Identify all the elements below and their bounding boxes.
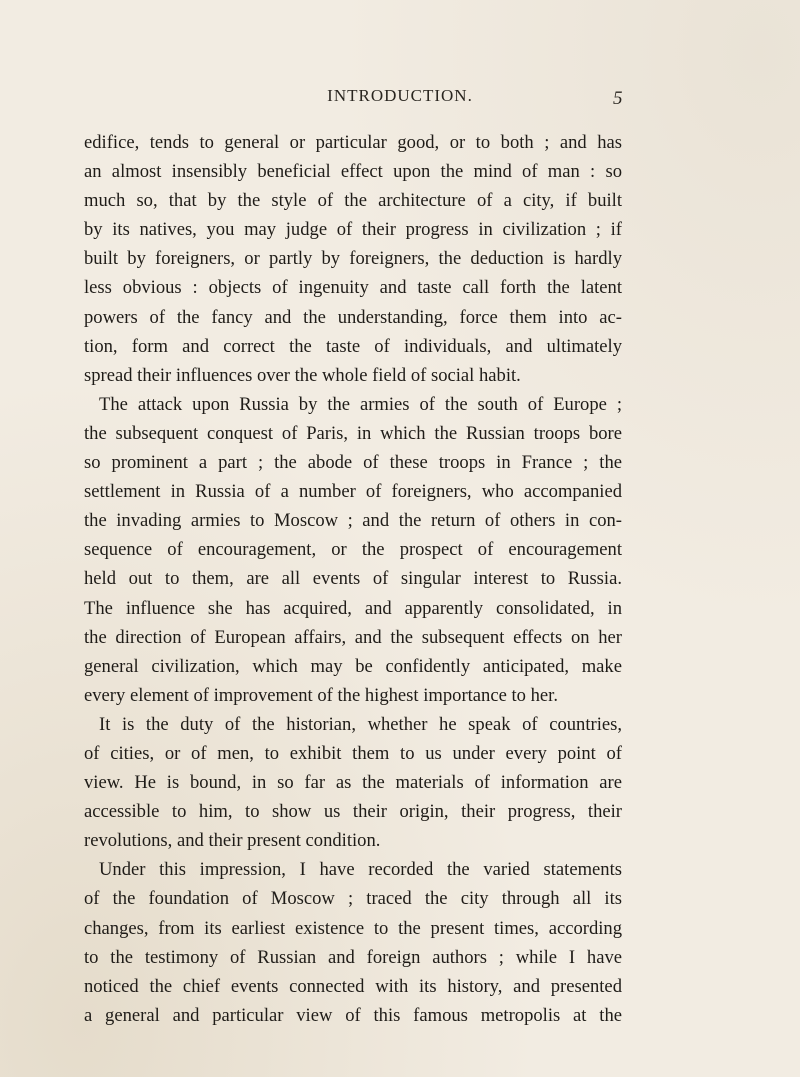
running-head: INTRODUCTION. [327, 86, 473, 105]
text-line: view. He is bound, in so far as the materials of information are [84, 772, 622, 794]
text-line: It is the duty of the historian, whether he speak of countries, [99, 713, 622, 735]
text-line: a general and particular view of this famous metropolis at the [84, 1004, 622, 1026]
text-line: of the foundation of Moscow ; traced the city through all its [84, 888, 622, 910]
text-line: Under this impression, I have recorded the varied statements [99, 859, 622, 881]
text-line: less obvious : objects of ingenuity and taste call forth the latent [84, 277, 622, 299]
text-line: the invading armies to Moscow ; and the return of others in con- [84, 510, 622, 532]
text-line: noticed the chief events connected with its history, and presented [84, 975, 622, 997]
text-line: edifice, tends to general or particular good, or to both ; and has [84, 132, 622, 153]
text-line: powers of the fancy and the understanding, force them into ac- [84, 306, 622, 328]
text-line: so prominent a part ; the abode of these troops in France ; the [84, 452, 622, 474]
text-line: tion, form and correct the taste of individuals, and ultimately [84, 335, 622, 357]
text-line: of cities, or of men, to exhibit them to us under every point of [84, 742, 622, 764]
text-line: spread their influences over the whole field of social habit. [84, 364, 521, 386]
text-line: the direction of European affairs, and the subsequent effects on her [84, 626, 622, 648]
text-line: The influence she has acquired, and apparently consolidated, in [84, 597, 622, 619]
page-number: 5 [613, 88, 623, 109]
text-line: an almost insensibly beneficial effect upon the mind of man : so [84, 161, 622, 183]
text-line: every element of improvement of the highest importance to her. [84, 684, 558, 706]
text-line: accessible to him, to show us their origin, their progress, their [84, 801, 622, 823]
text-line: much so, that by the style of the architecture of a city, if built [84, 190, 622, 212]
body-text [84, 128, 622, 1030]
text-line: general civilization, which may be confidently anticipated, make [84, 655, 622, 677]
text-line: The attack upon Russia by the armies of the south of Europe ; [99, 393, 622, 415]
text-line: by its natives, you may judge of their progress in civilization ; if [84, 219, 622, 241]
text-line: revolutions, and their present condition. [84, 830, 381, 852]
text-line: the subsequent conquest of Paris, in which the Russian troops bore [84, 422, 622, 444]
text-line: to the testimony of Russian and foreign authors ; while I have [84, 946, 622, 968]
text-line: settlement in Russia of a number of foreigners, who accompanied [84, 481, 622, 503]
text-line: changes, from its earliest existence to the present times, according [84, 917, 622, 939]
text-line: built by foreigners, or partly by foreigners, the deduction is hardly [84, 248, 622, 270]
text-line: held out to them, are all events of singular interest to Russia. [84, 568, 622, 590]
text-line: sequence of encouragement, or the prospect of encouragement [84, 539, 622, 561]
